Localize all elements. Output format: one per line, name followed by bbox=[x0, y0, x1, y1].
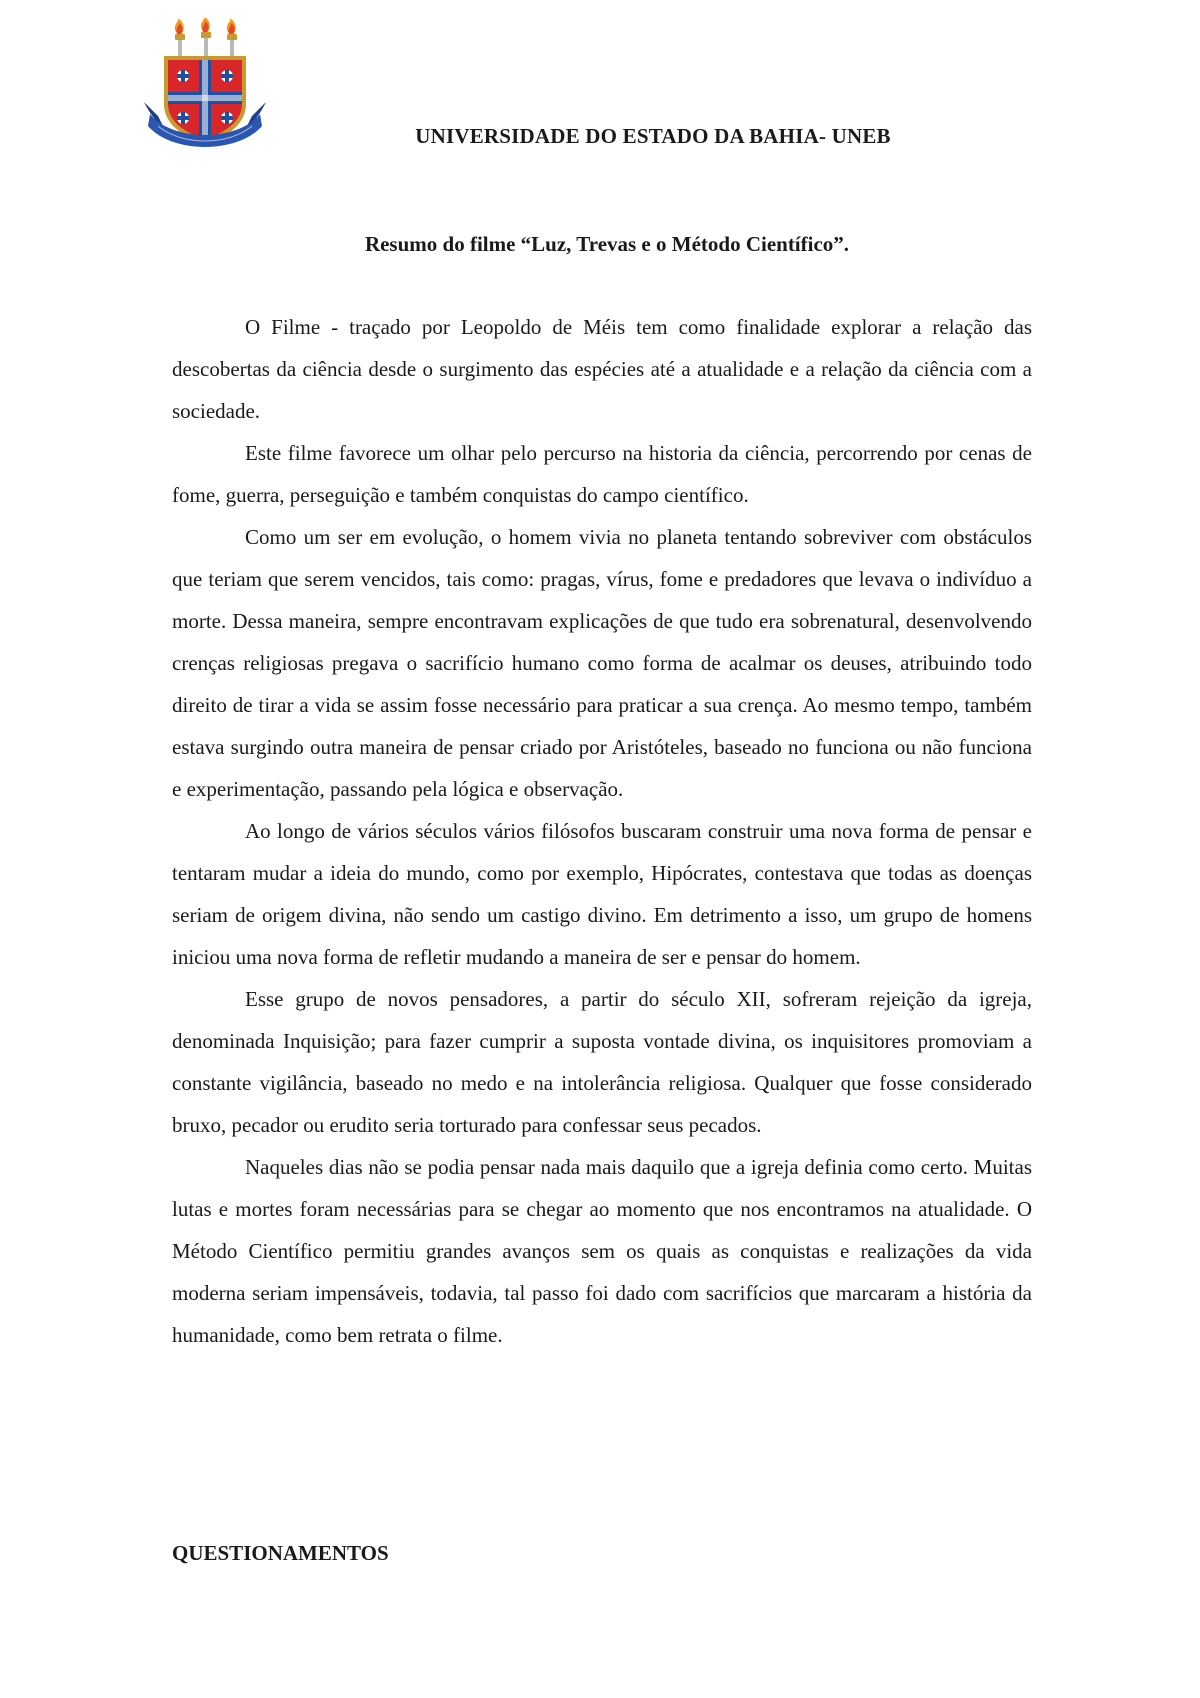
university-name: UNIVERSIDADE DO ESTADO DA BAHIA- UNEB bbox=[415, 124, 891, 148]
paragraph: Ao longo de vários séculos vários filósofos buscaram construir uma nova forma de pensar e tentaram mudar a ideia do mundo, como por exemplo, Hipócrates, contestava que todas as doenças seriam de origem divina, não sendo um castigo divino. Em detrimento a isso, um grupo de homens iniciou uma nova forma de refletir mudando a maneira de ser e pensar do homem. bbox=[172, 819, 1032, 969]
section-heading: QUESTIONAMENTOS bbox=[172, 1541, 389, 1565]
document-title: Resumo do filme “Luz, Trevas e o Método Científico”. bbox=[364, 232, 850, 256]
paragraph: Esse grupo de novos pensadores, a partir do século XII, sofreram rejeição da igreja, denominada Inquisição; para fazer cumprir a suposta vontade divina, os inquisitores promoviam a constante vigilância, baseado no medo e na intolerância religiosa. Qualquer que fosse considerado bruxo, pecador ou erudito seria torturado para confessar seus pecados. bbox=[172, 987, 1032, 1137]
paragraph: Naqueles dias não se podia pensar nada mais daquilo que a igreja definia como certo. Muitas lutas e mortes foram necessárias para se chegar ao momento que nos encontramos na atualidade. O Método Científico permitiu grandes avanços sem os quais as conquistas e realizações da vida moderna seriam impensáveis, todavia, tal passo foi dado com sacrifícios que marcaram a história da humanidade, como bem retrata o filme. bbox=[172, 1155, 1032, 1347]
document-body bbox=[172, 306, 1032, 1356]
paragraph: O Filme - traçado por Leopoldo de Méis tem como finalidade explorar a relação das descobertas da ciência desde o surgimento das espécies até a atualidade e a relação da ciência com a sociedade. bbox=[172, 315, 1032, 423]
paragraph: Como um ser em evolução, o homem vivia no planeta tentando sobreviver com obstáculos que teriam que serem vencidos, tais como: pragas, vírus, fome e predadores que levava o indivíduo a morte. Dessa maneira, sempre encontravam explicações de que tudo era sobrenatural, desenvolvendo crenças religiosas pregava o sacrifício humano como forma de acalmar os deuses, atribuindo todo direito de tirar a vida se assim fosse necessário para praticar a sua crença. Ao mesmo tempo, também estava surgindo outra maneira de pensar criado por Aristóteles, baseado no funciona ou não funciona e experimentação, passando pela lógica e observação. bbox=[172, 525, 1032, 801]
torches-icon bbox=[175, 18, 237, 56]
paragraph: Este filme favorece um olhar pelo percurso na historia da ciência, percorrendo por cenas de fome, guerra, perseguição e também conquistas do campo científico. bbox=[172, 441, 1032, 507]
